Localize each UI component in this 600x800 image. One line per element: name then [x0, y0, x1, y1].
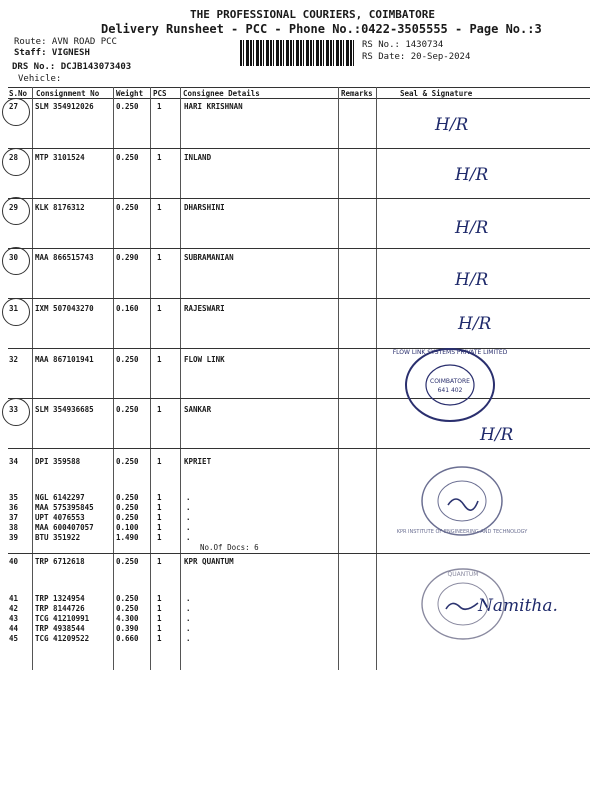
company-title: THE PROFESSIONAL COURIERS, COIMBATORE: [190, 8, 436, 21]
vehicle-label: Vehicle:: [18, 74, 62, 84]
row-rule: [8, 398, 590, 399]
row-consignee: .: [186, 513, 191, 522]
docs-count: No.Of Docs: 6: [200, 543, 259, 552]
row-pcs: 1: [157, 503, 162, 512]
row-sno: 34: [9, 457, 19, 466]
row-consignee: .: [186, 503, 191, 512]
col-header-consignment: Consignment No: [36, 89, 100, 98]
row-consignment: TRP 6712618: [35, 557, 85, 566]
row-sno: 30: [9, 253, 19, 262]
row-rule: [8, 248, 590, 249]
row-sno: 41: [9, 594, 19, 603]
row-consignee: KPR QUANTUM: [184, 557, 234, 566]
runsheet-title: Delivery Runsheet - PCC - Phone No.:0422-3505555 - Page No.:3: [101, 22, 542, 36]
row-consignment: TRP 4938544: [35, 624, 85, 633]
row-pcs: 1: [157, 405, 162, 414]
row-consignee: DHARSHINI: [184, 203, 225, 212]
signature-initials: H/R: [480, 425, 514, 445]
row-pcs: 1: [157, 493, 162, 502]
row-sno: 40: [9, 557, 19, 566]
stamp-quantum-text: QUANTUM: [447, 571, 479, 578]
col-divider: [338, 87, 339, 670]
row-pcs: 1: [157, 557, 162, 566]
col-header-pcs: PCS: [153, 89, 167, 98]
row-pcs: 1: [157, 457, 162, 466]
row-consignee: SANKAR: [184, 405, 212, 414]
row-sno: 45: [9, 634, 19, 643]
row-weight: 0.250: [116, 203, 139, 212]
row-weight: 0.250: [116, 513, 139, 522]
col-header-remarks: Remarks: [341, 89, 373, 98]
row-pcs: 1: [157, 624, 162, 633]
row-weight: 0.250: [116, 557, 139, 566]
row-consignment: MAA 867101941: [35, 355, 94, 364]
row-consignment: TCG 41210991: [35, 614, 90, 623]
row-consignment: SLM 354912026: [35, 102, 94, 111]
row-weight: 0.250: [116, 493, 139, 502]
row-pcs: 1: [157, 523, 162, 532]
signature-initials: H/R: [458, 314, 492, 334]
row-pcs: 1: [157, 594, 162, 603]
col-divider: [150, 87, 151, 670]
row-consignee: SUBRAMANIAN: [184, 253, 234, 262]
row-consignment: NGL 6142297: [35, 493, 85, 502]
row-consignee: KPRIET: [184, 457, 212, 466]
col-divider: [376, 87, 377, 670]
drs-number: DRS No.: DCJB143073403: [12, 62, 132, 72]
signature-name: Namitha.: [478, 596, 558, 616]
row-sno: 27: [9, 102, 19, 111]
row-consignment: MAA 866515743: [35, 253, 94, 262]
row-weight: 0.250: [116, 405, 139, 414]
row-rule: [8, 148, 590, 149]
company-stamp-quantum: [418, 565, 508, 643]
row-sno: 32: [9, 355, 19, 364]
row-weight: 0.160: [116, 304, 139, 313]
row-pcs: 1: [157, 614, 162, 623]
row-weight: 0.250: [116, 503, 139, 512]
row-consignee: .: [186, 523, 191, 532]
row-consignment: BTU 351922: [35, 533, 81, 542]
col-divider: [180, 87, 181, 670]
row-consignment: TRP 8144726: [35, 604, 85, 613]
row-consignee: .: [186, 604, 191, 613]
row-consignee: .: [186, 533, 191, 542]
route-label: Route: AVN ROAD PCC: [14, 37, 117, 47]
row-weight: 0.250: [116, 604, 139, 613]
row-rule: [8, 553, 590, 554]
signature-initials: H/R: [455, 218, 489, 238]
institute-stamp-kpr: [396, 463, 528, 539]
row-pcs: 1: [157, 153, 162, 162]
rs-number: RS No.: 1430734: [362, 40, 444, 50]
row-weight: 0.390: [116, 624, 139, 633]
rs-date: RS Date: 20-Sep-2024: [362, 52, 471, 62]
row-consignment: TCG 41209522: [35, 634, 90, 643]
staff-label: Staff: VIGNESH: [14, 48, 90, 58]
row-pcs: 1: [157, 604, 162, 613]
col-header-consignee: Consignee Details: [183, 89, 260, 98]
table-top-rule: [8, 87, 590, 88]
header-bottom-rule: [8, 98, 590, 99]
row-rule: [8, 298, 590, 299]
company-stamp-flowlink: [392, 345, 508, 425]
row-consignee: .: [186, 614, 191, 623]
row-pcs: 1: [157, 513, 162, 522]
row-consignment: MAA 575395845: [35, 503, 94, 512]
row-weight: 0.100: [116, 523, 139, 532]
signature-initials: H/R: [455, 165, 489, 185]
row-consignee: .: [186, 594, 191, 603]
row-consignment: DPI 359588: [35, 457, 81, 466]
row-consignment: MTP 3101524: [35, 153, 85, 162]
stamp-kpr-text: KPR INSTITUTE OF ENGINEERING AND TECHNOLOGY: [396, 529, 528, 535]
row-sno: 42: [9, 604, 19, 613]
signature-initials: H/R: [435, 115, 469, 135]
signature-initials: H/R: [455, 270, 489, 290]
row-pcs: 1: [157, 533, 162, 542]
col-header-seal: Seal & Signature: [400, 89, 473, 98]
row-sno: 36: [9, 503, 19, 512]
row-sno: 33: [9, 405, 19, 414]
col-header-sno: S.No: [9, 89, 28, 98]
row-weight: 1.490: [116, 533, 139, 542]
row-pcs: 1: [157, 102, 162, 111]
col-divider: [113, 87, 114, 670]
row-consignment: UPT 4076553: [35, 513, 85, 522]
row-sno: 39: [9, 533, 19, 542]
row-weight: 0.250: [116, 153, 139, 162]
row-sno: 37: [9, 513, 19, 522]
row-consignee: .: [186, 493, 191, 502]
row-pcs: 1: [157, 355, 162, 364]
row-weight: 0.250: [116, 594, 139, 603]
row-consignment: SLM 354936685: [35, 405, 94, 414]
row-consignee: .: [186, 624, 191, 633]
row-weight: 0.290: [116, 253, 139, 262]
row-consignee: .: [186, 634, 191, 643]
row-sno: 28: [9, 153, 19, 162]
col-divider: [32, 87, 33, 670]
row-sno: 29: [9, 203, 19, 212]
barcode: [240, 40, 355, 66]
row-consignment: KLK 8176312: [35, 203, 85, 212]
row-weight: 0.250: [116, 355, 139, 364]
row-consignee: FLOW LINK: [184, 355, 225, 364]
row-pcs: 1: [157, 203, 162, 212]
row-pcs: 1: [157, 253, 162, 262]
row-sno: 31: [9, 304, 19, 313]
row-consignment: MAA 600407057: [35, 523, 94, 532]
row-sno: 35: [9, 493, 19, 502]
row-sno: 38: [9, 523, 19, 532]
row-pcs: 1: [157, 634, 162, 643]
row-sno: 43: [9, 614, 19, 623]
stamp-flowlink-text: FLOW LINK SYSTEMS PRIVATE LIMITED: [392, 349, 508, 356]
row-rule: [8, 198, 590, 199]
row-sno: 44: [9, 624, 19, 633]
row-weight: 0.250: [116, 102, 139, 111]
row-rule: [8, 448, 590, 449]
row-consignee: HARI KRISHNAN: [184, 102, 243, 111]
row-consignee: RAJESWARI: [184, 304, 225, 313]
row-consignee: INLAND: [184, 153, 212, 162]
row-weight: 0.660: [116, 634, 139, 643]
row-pcs: 1: [157, 304, 162, 313]
row-weight: 0.250: [116, 457, 139, 466]
stamp-flowlink-pin: 641 402: [437, 387, 463, 394]
stamp-flowlink-city: COIMBATORE: [430, 378, 470, 385]
row-consignment: IXM 507043270: [35, 304, 94, 313]
row-consignment: TRP 1324954: [35, 594, 85, 603]
col-header-weight: Weight: [116, 89, 144, 98]
row-weight: 4.300: [116, 614, 139, 623]
